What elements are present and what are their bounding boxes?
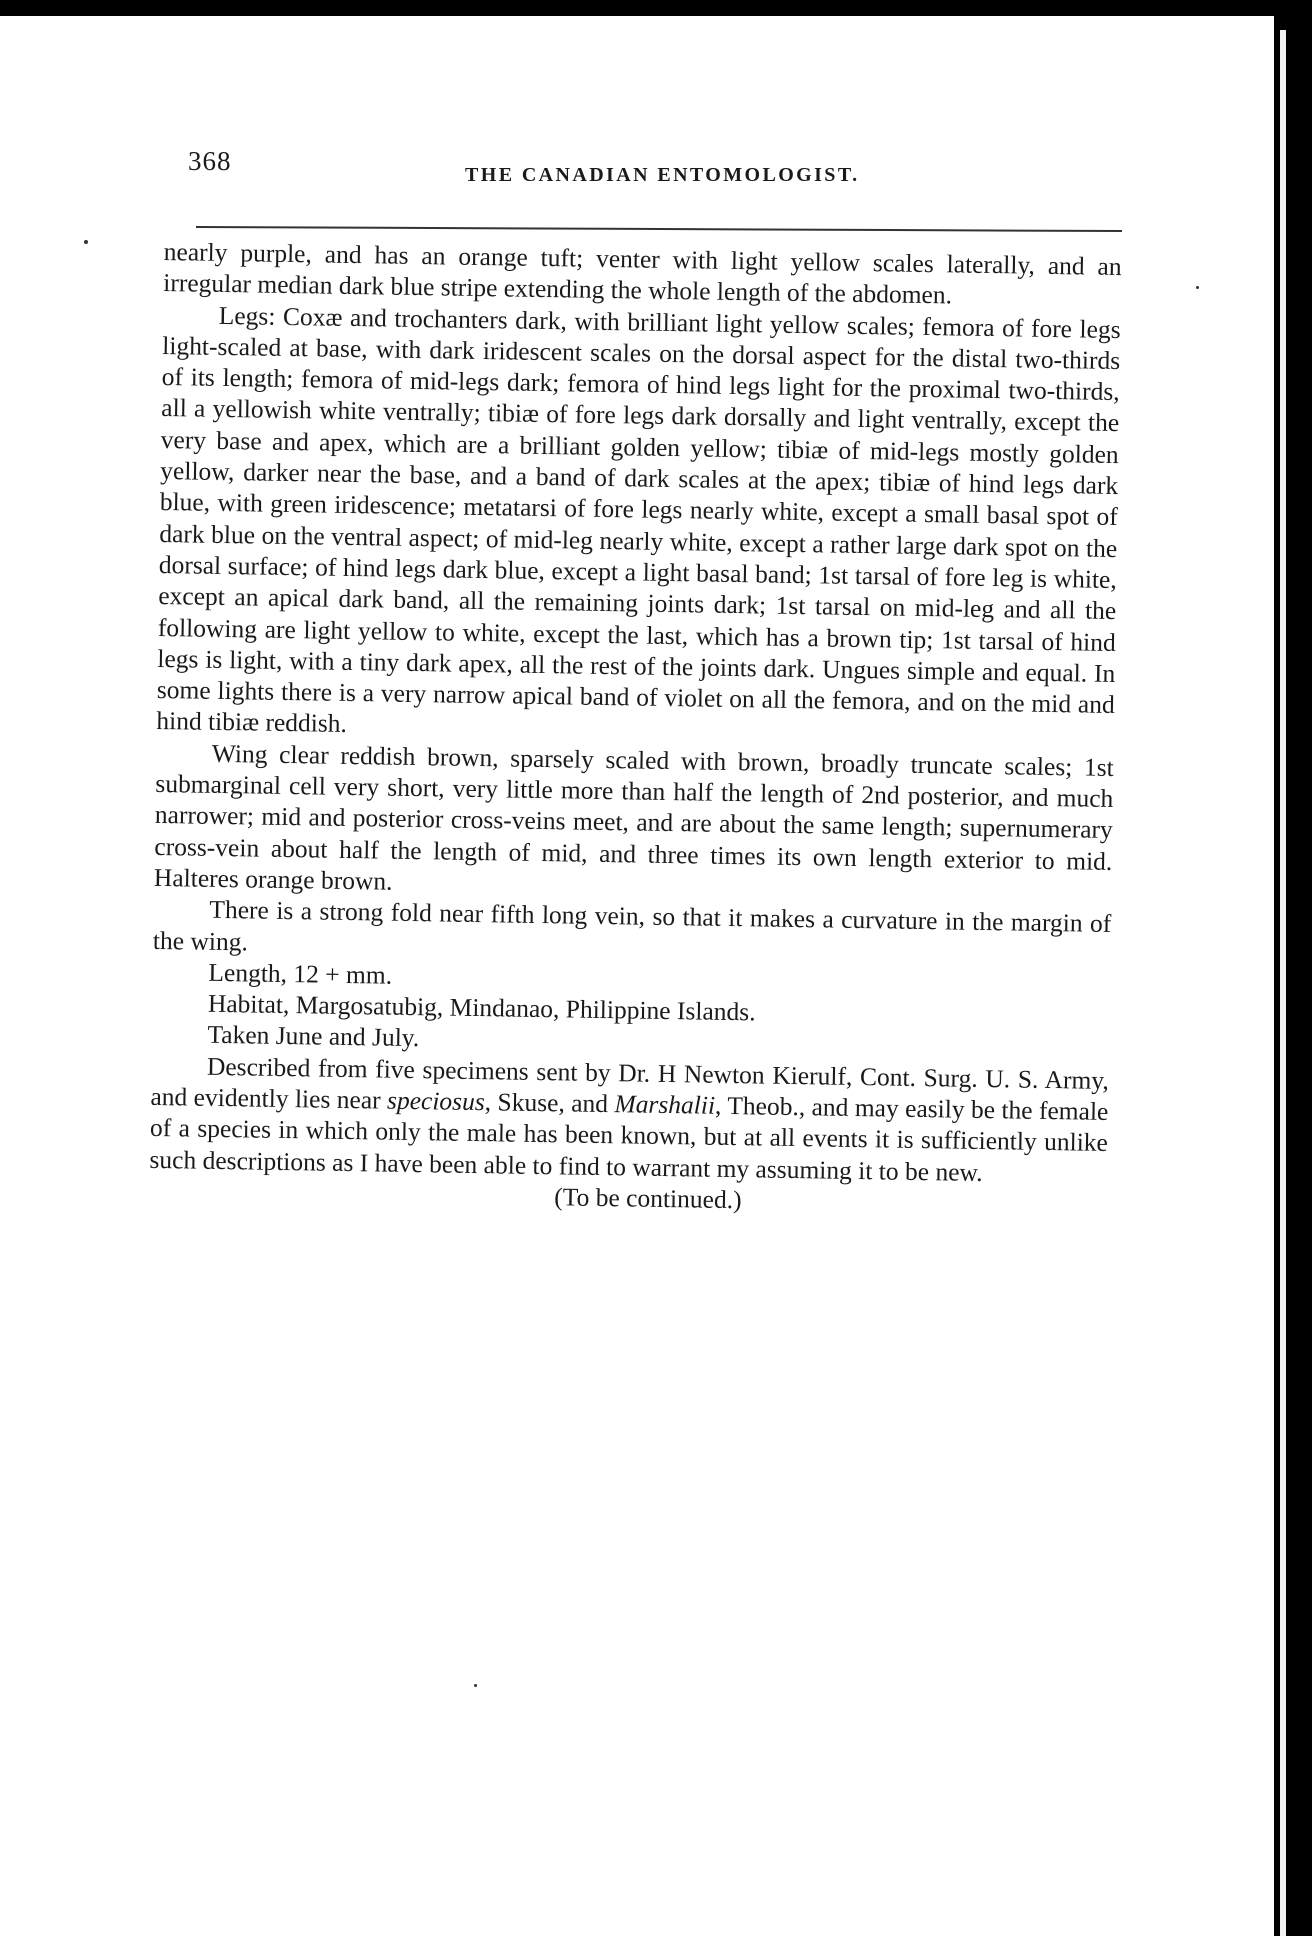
described-text-end: , Theob., and may easily be the female of a species in which only the male has been known, but at all events it is sufficiently unlike such descriptions as I have been able to find to warrant my assuming it to be new. <box>149 1090 1109 1187</box>
scan-right-border <box>1274 0 1312 1936</box>
scan-top-border <box>0 0 1312 16</box>
paragraph-length: Length, 12 + mm. <box>208 957 393 990</box>
scan-speck <box>474 1684 477 1687</box>
scan-speck <box>1196 286 1199 289</box>
described-text-mid: , Skuse, and <box>484 1087 615 1119</box>
header-rule <box>196 226 1122 232</box>
scan-right-border-gap <box>1280 30 1286 1936</box>
paragraph-abdomen: nearly purple, and has an orange tuft; venter with light yellow scales laterally, and an irregular median dark blue stripe extending the whole length of the abdomen. <box>163 236 1122 310</box>
to-be-continued: (To be continued.) <box>554 1182 742 1215</box>
paragraph-fold: There is a strong fold near fifth long vein, so that it makes a curvature in the margin of the wing. <box>152 895 1112 956</box>
scan-speck <box>84 240 88 244</box>
running-head: THE CANADIAN ENTOMOLOGIST. <box>465 164 860 186</box>
described-text-start: Described from five specimens sent by Dr. H Newton Kierulf, Cont. Surg. U. S. Army, and evidently lies near <box>150 1051 1110 1115</box>
paragraph-wing: Wing clear reddish brown, sparsely scaled with brown, broadly truncate scales; 1st submarginal cell very short, very little more than half the length of 2nd posterior, and much narrower; mid and posterior cross-veins meet, and are about the same length; supernumerary cross-vein about half the length of mid, and three times its own length exterior to mid. Halteres orange brown. <box>153 738 1115 896</box>
species-name-speciosus: speciosus <box>386 1085 486 1117</box>
paragraph-described <box>149 1050 1109 1190</box>
species-name-marshalii: Marshalii <box>614 1089 716 1120</box>
paragraph-legs: Legs: Coxæ and trochanters dark, with brilliant light yellow scales; femora of fore legs light-scaled at base, with dark iridescent scales on the dorsal aspect for the distal two-thirds of its length; femora of mid-legs dark; femora of hind legs light for the proximal two-thirds, all a yellowish white ventrally; tibiæ of fore legs dark dorsally and light ventrally, except the very base and apex, which are a brilliant golden yellow; tibiæ of mid-legs mostly golden yellow, darker near the base, and a band of dark scales at the apex; tibiæ of hind legs dark blue, with green iridescence; metatarsi of fore legs nearly white, except a small basal spot of dark blue on the ventral aspect; of mid-leg nearly white, except a rather large dark spot on the dorsal surface; of hind legs dark blue, except a light basal band; 1st tarsal of fore leg is white, except an apical dark band, all the remaining joints dark; 1st tarsal on mid-leg and all the following are light yellow to white, except the last, which has a brown tip; 1st tarsal of hind legs is light, with a tiny dark apex, all the rest of the joints dark. Ungues simple and equal. In some lights there is a very narrow apical band of violet on all the femora, and on the mid and hind tibiæ reddish. <box>156 300 1121 739</box>
paragraph-taken: Taken June and July. <box>207 1020 420 1053</box>
body-text <box>149 236 1122 1221</box>
paragraph-habitat: Habitat, Margosatubig, Mindanao, Philippine Islands. <box>207 988 756 1027</box>
page-number: 368 <box>188 146 232 176</box>
